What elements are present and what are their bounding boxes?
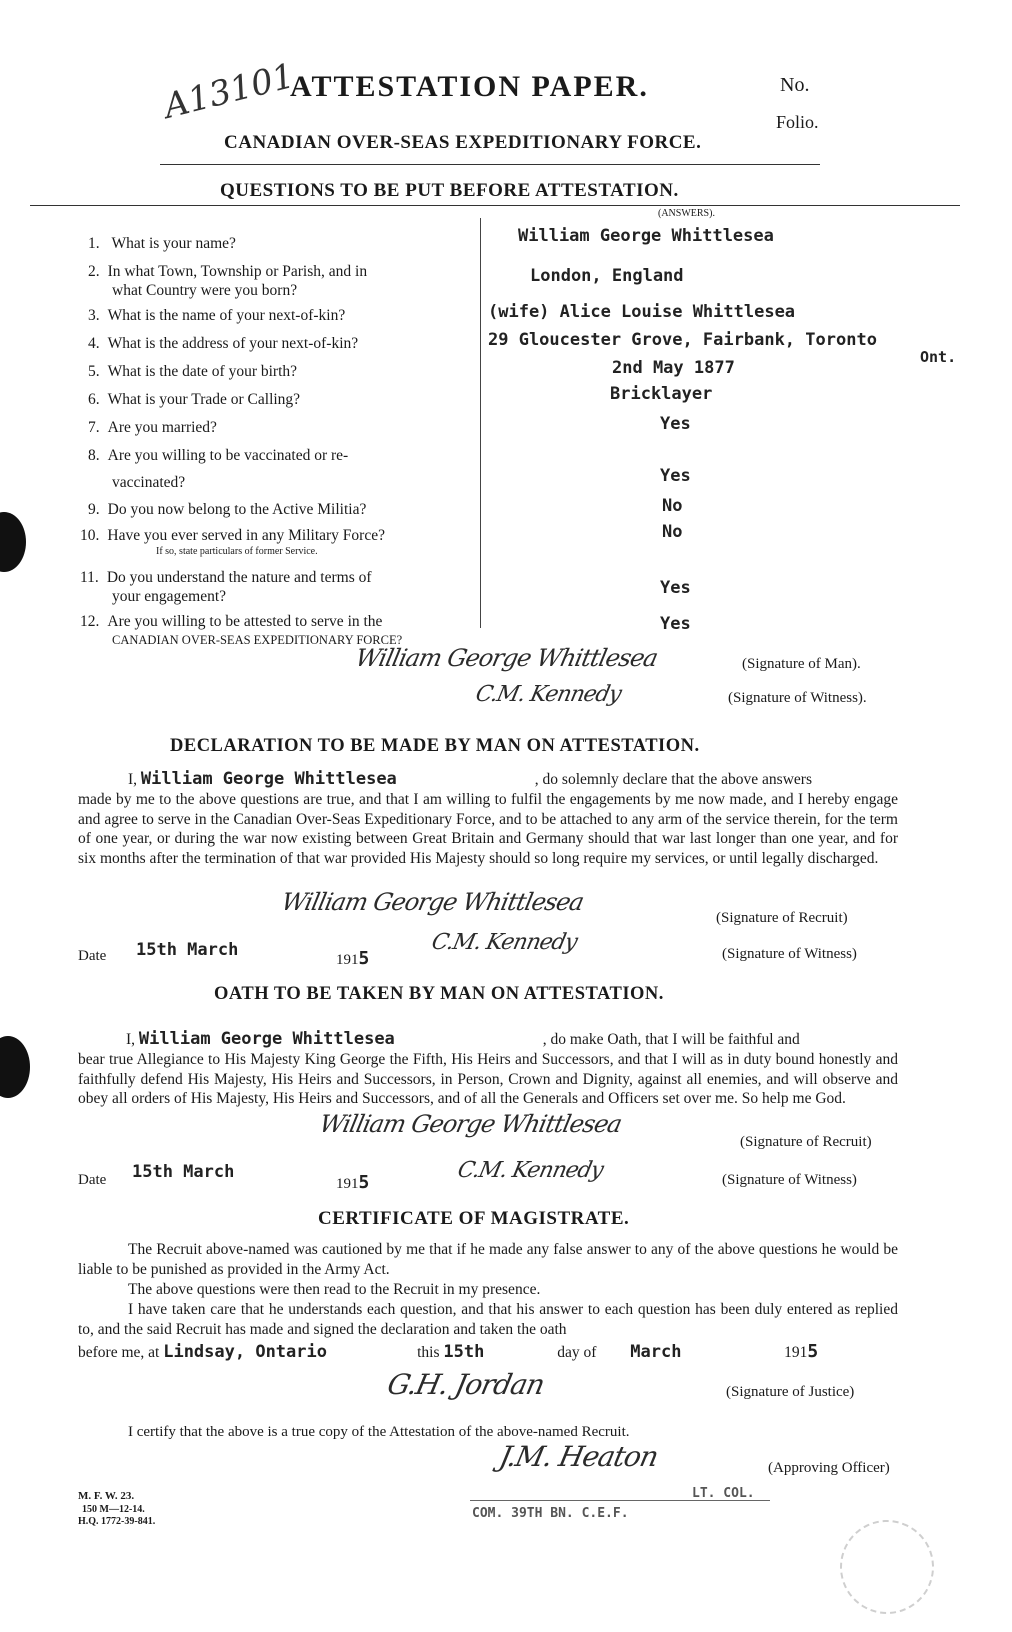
- declaration-name: William George Whittlesea: [140, 769, 397, 789]
- signature-man-label: (Signature of Man).: [742, 656, 861, 672]
- declaration-year: [336, 948, 369, 969]
- year-digit: 5: [358, 948, 370, 969]
- no-label: No.: [780, 74, 810, 96]
- question-number: 5.: [88, 363, 100, 380]
- footer-hq-code: H.Q. 1772-39-841.: [78, 1516, 156, 1527]
- question-row-11: [80, 568, 470, 606]
- year-digit: 5: [358, 1172, 370, 1193]
- question-text: What is your Trade or Calling?: [107, 391, 301, 408]
- day-of-label: day of: [557, 1344, 597, 1361]
- question-number: 8.: [88, 447, 100, 464]
- answer-militia: No: [662, 496, 683, 516]
- declaration-body: made by me to the above questions are true, and that I am willing to fulfil the engagements by me now made, and I hereby engage and agree to serve in the Canadian Over-Seas Expeditionary Force, and to be attached to any arm of the service therein, for the term of one year, or during the war now existing between Great Britain and Germany should that war last longer than one year, and for six months after the termination of that war provided His Majesty should so long require my services, or until legally discharged.: [78, 791, 898, 867]
- question-number: 2.: [88, 263, 100, 280]
- question-number: 10.: [80, 527, 100, 544]
- faded-stamp: [827, 1507, 947, 1627]
- question-10-note: If so, state particulars of former Service.: [156, 546, 318, 557]
- footer-form-code: M. F. W. 23.: [78, 1490, 135, 1502]
- oath-name: William George Whittlesea: [138, 1029, 395, 1049]
- folio-label: Folio.: [776, 112, 819, 132]
- question-number: 9.: [88, 501, 100, 518]
- question-text: What is the date of your birth?: [107, 363, 298, 380]
- answers-label: (ANSWERS).: [658, 208, 715, 219]
- year-prefix: 191: [336, 1176, 359, 1192]
- answer-next-of-kin: (wife) Alice Louise Whittlesea: [488, 302, 796, 322]
- question-text: What is the name of your next-of-kin?: [107, 307, 346, 324]
- year-prefix: 191: [784, 1344, 808, 1361]
- signature-man: William George Whittlesea: [353, 644, 660, 672]
- page-title: ATTESTATION PAPER.: [290, 70, 649, 103]
- certificate-p1: The Recruit above-named was cautioned by me that if he made any false answer to any of the above questions he would be liable to be punished as provided in the Army Act.: [78, 1241, 898, 1278]
- handwritten-number: A13101: [160, 55, 299, 127]
- declaration-prefix: I,: [128, 771, 138, 788]
- punch-hole-bottom: [0, 1036, 30, 1098]
- stamp-battalion: COM. 39TH BN. C.E.F.: [472, 1506, 629, 1521]
- stamp-rank: LT. COL.: [692, 1486, 755, 1501]
- year-prefix: 191: [336, 952, 359, 968]
- certificate-heading: CERTIFICATE OF MAGISTRATE.: [318, 1208, 630, 1229]
- question-row-3: [88, 306, 345, 325]
- approving-officer-label: (Approving Officer): [768, 1460, 890, 1476]
- signature-witness-label: (Signature of Witness).: [728, 690, 867, 706]
- oath-line1: [126, 1030, 896, 1050]
- signature-witness: C.M. Kennedy: [473, 682, 623, 707]
- question-text: Have you ever served in any Military Force?: [107, 527, 385, 544]
- oath-signature-recruit: William George Whittlesea: [317, 1110, 624, 1138]
- questions-heading: QUESTIONS TO BE PUT BEFORE ATTESTATION.: [220, 180, 679, 201]
- oath-body: bear true Allegiance to His Majesty King George the Fifth, His Heirs and Successors, and that I will as in duty bound honestly and faithfully defend His Majesty, His Heirs and Successors, in Person, Crown and Dignity, against all enemies, and will observe and obey all orders of His Majesty, His Heirs and Successors, and of all the Generals and Officers set over me. So help me God.: [78, 1051, 898, 1107]
- question-number: 4.: [88, 335, 100, 352]
- certificate-month: March: [630, 1342, 682, 1362]
- page-subtitle: CANADIAN OVER-SEAS EXPEDITIONARY FORCE.: [224, 132, 702, 153]
- answer-name: William George Whittlesea: [518, 226, 774, 246]
- question-row-7: [88, 418, 217, 437]
- declaration-line1-text: , do solemnly declare that the above answers: [534, 771, 812, 788]
- before-me-label: before me, at: [78, 1344, 160, 1361]
- declaration-date-label: Date: [78, 948, 107, 964]
- oath-recruit-label: (Signature of Recruit): [740, 1134, 872, 1150]
- oath-heading: OATH TO BE TAKEN BY MAN ON ATTESTATION.: [214, 984, 664, 1004]
- question-row-10: [80, 526, 385, 545]
- question-number: 11.: [80, 569, 99, 586]
- answer-willing-to-serve: Yes: [660, 614, 691, 634]
- declaration-signature-witness: C.M. Kennedy: [429, 930, 579, 955]
- declaration-witness-label: (Signature of Witness): [722, 946, 857, 962]
- question-text: Are you willing to be attested to serve in the: [107, 613, 383, 630]
- certificate-before-me-line: [78, 1342, 908, 1363]
- copy-statement: I certify that the above is a true copy of the Attestation of the above-named Recruit.: [128, 1424, 630, 1440]
- oath-year: [336, 1172, 369, 1193]
- oath-line1-text: , do make Oath, that I will be faithful and: [542, 1031, 800, 1048]
- this-label: this: [417, 1344, 440, 1361]
- answers-column-rule: [480, 218, 481, 628]
- footer-print-code: 150 M—12-14.: [82, 1504, 145, 1515]
- year-digit: 5: [807, 1341, 819, 1362]
- certificate-p2: The above questions were then read to the Recruit in my presence.: [128, 1281, 541, 1298]
- answer-birth-date: 2nd May 1877: [612, 358, 735, 378]
- question-number: 1.: [88, 235, 100, 252]
- oath-date-label: Date: [78, 1172, 107, 1188]
- question-row-1: [88, 234, 468, 253]
- answer-vaccinated: Yes: [660, 466, 691, 486]
- question-text: Do you now belong to the Active Militia?: [107, 501, 367, 518]
- answer-military-service: No: [662, 522, 683, 542]
- justice-label: (Signature of Justice): [726, 1384, 855, 1400]
- answer-married: Yes: [660, 414, 691, 434]
- question-row-9: [88, 500, 366, 519]
- declaration-heading: DECLARATION TO BE MADE BY MAN ON ATTESTATION.: [170, 736, 700, 756]
- answer-kin-address-province: Ont.: [920, 348, 957, 366]
- declaration-date-value: 15th March: [136, 940, 239, 960]
- question-row-8: [88, 446, 468, 492]
- header-rule: [160, 164, 820, 165]
- question-number: 6.: [88, 391, 100, 408]
- signature-justice: G.H. Jordan: [384, 1368, 548, 1401]
- question-row-6: [88, 390, 300, 409]
- question-text-continued: vaccinated?: [112, 474, 186, 491]
- signature-approving-officer: J.M. Heaton: [496, 1440, 661, 1473]
- declaration-recruit-label: (Signature of Recruit): [716, 910, 848, 926]
- answer-understand: Yes: [660, 578, 691, 598]
- stamp-rule: [470, 1500, 770, 1501]
- question-number: 3.: [88, 307, 100, 324]
- question-text: Do you understand the nature and terms of: [106, 569, 372, 586]
- oath-date-value: 15th March: [132, 1162, 235, 1182]
- question-text-continued: your engagement?: [112, 588, 227, 605]
- question-row-2: [88, 262, 468, 300]
- declaration-signature-recruit: William George Whittlesea: [279, 888, 586, 916]
- question-text: What is the address of your next-of-kin?: [107, 335, 359, 352]
- oath-prefix: I,: [126, 1031, 136, 1048]
- question-number: 12.: [80, 613, 100, 630]
- answer-kin-address: 29 Gloucester Grove, Fairbank, Toronto: [488, 330, 877, 350]
- answer-birthplace: London, England: [530, 266, 684, 286]
- punch-hole-top: [0, 512, 26, 572]
- certificate-p3: I have taken care that he understands each question, and that his answer to each question has been duly entered as replied to, and the said Recruit has made and signed the declaration and taken the oath: [78, 1301, 898, 1338]
- question-text: In what Town, Township or Parish, and in: [107, 263, 368, 280]
- question-text: Are you willing to be vaccinated or re-: [107, 447, 349, 464]
- declaration-line1: [128, 770, 898, 790]
- question-text-continued: what Country were you born?: [112, 282, 298, 299]
- question-row-5: [88, 362, 297, 381]
- certificate-day: 15th: [443, 1342, 485, 1362]
- oath-witness-label: (Signature of Witness): [722, 1172, 857, 1188]
- oath-signature-witness: C.M. Kennedy: [455, 1158, 605, 1183]
- question-text-continued: CANADIAN OVER-SEAS EXPEDITIONARY FORCE?: [112, 633, 403, 647]
- question-number: 7.: [88, 419, 100, 436]
- question-row-4: [88, 334, 358, 353]
- questions-rule: [30, 205, 960, 206]
- question-text: What is your name?: [111, 235, 236, 252]
- certificate-place: Lindsay, Ontario: [163, 1342, 327, 1362]
- answer-trade: Bricklayer: [610, 384, 713, 404]
- question-text: Are you married?: [107, 419, 217, 436]
